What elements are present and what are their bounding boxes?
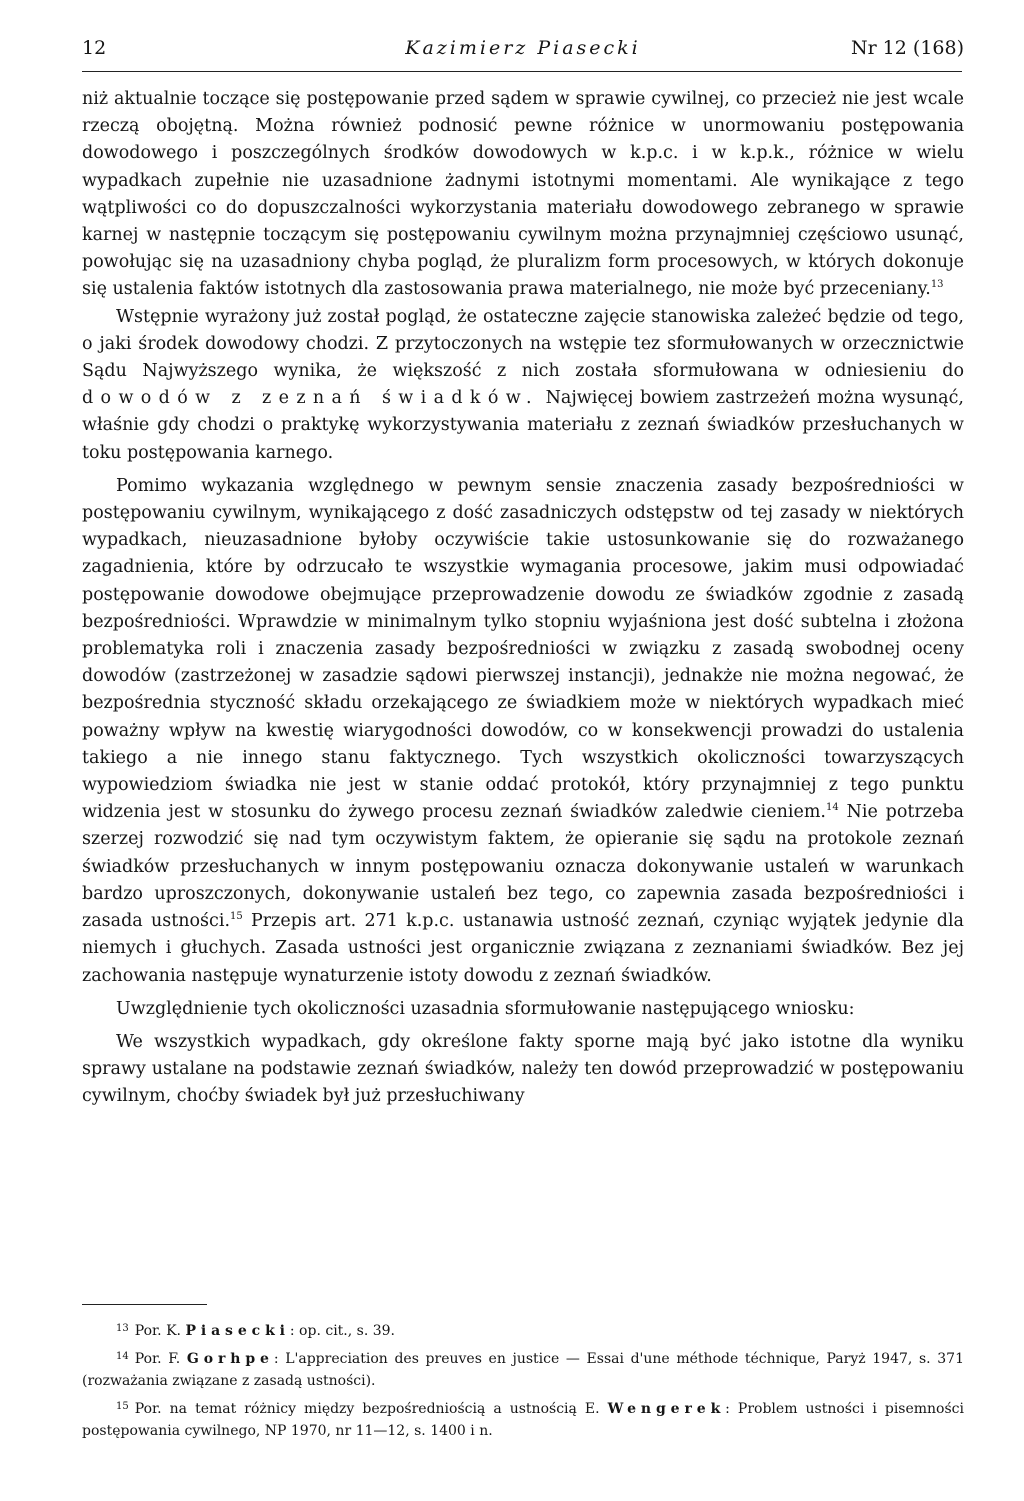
page-number: 12 bbox=[82, 37, 107, 59]
footnote-author: Piasecki bbox=[185, 1323, 290, 1339]
footnote-number: 13 bbox=[116, 1323, 129, 1334]
paragraph-2-text-b: Najwięcej bowiem zastrzeżeń można wysunąć, właśnie gdy chodzi o praktykę wykorzystywania materiału z zeznań świadków przesłuchanych w toku postępowania karnego. bbox=[82, 388, 964, 463]
footnote-text: Por. K. bbox=[134, 1323, 181, 1339]
paragraph-3 bbox=[82, 473, 964, 990]
footnote-text: : Problem ustności i pisemności postępowania cywilnego, NP 1970, nr 11—12, s. 1400 i n. bbox=[82, 1401, 964, 1439]
emphasized-phrase: dowodów z zeznań świadków. bbox=[82, 388, 539, 409]
footnote-text: : L'appreciation des preuves en justice — Essai d'une méthode téchnique, Paryż 1947, s. 371 (rozważania związane z zasadą ustności). bbox=[82, 1351, 964, 1389]
footnote-number: 15 bbox=[116, 1401, 129, 1412]
paragraph-4: Uwzględnienie tych okoliczności uzasadnia sformułowanie następującego wniosku: bbox=[116, 998, 855, 1019]
running-author: Kazimierz Piasecki bbox=[405, 37, 641, 59]
paragraph-3-text-b: Nie potrzeba szerzej rozwodzić się nad tym oczywistym faktem, że opieranie się sądu na protokole zeznań świadków przesłuchanych w innym postępowaniu oznacza dokonywanie ustaleń w warunkach bardzo uproszczonych, dokonywanie ustaleń bez tego, co zapewnia zasada bezpośredniości i zasada ustności. bbox=[82, 802, 964, 932]
paragraph-1 bbox=[82, 86, 964, 304]
issue-number: Nr 12 (168) bbox=[850, 37, 964, 59]
footnote-author: Wengerek bbox=[607, 1401, 726, 1417]
paragraph-3-text-a: Pomimo wykazania względnego w pewnym sensie znaczenia zasady bezpośredniości w postępowaniu cywilnym, wynikającego z dość zasadniczych odstępstw od tej zasady w niektórych wypadkach, nieuzasadnione byłoby oczywiście takie ustosunkowanie się do rozważanego zagadnienia, które by odrzucało te wszystkie wymagania procesowe, jakim musi odpowiadać postępowanie dowodowe obejmujące przeprowadzenie dowodu ze świadków zgodnie z zasadą bezpośredniości. Wprawdzie w minimalnym tylko stopniu wyjaśniona jest dość subtelna i złożona problematyka roli i znaczenia zasady bezpośredniości w związku z zasadą swobodnej oceny dowodów (zastrzeżonej w zasadzie sądowi pierwszej instancji), jednakże nie można negować, że bezpośrednia styczność składu orzekającego ze świadkiem może w niektórych wypadkach mieć poważny wpływ na kwestię wiarygodności dowodów, co w konsekwencji prowadzi do ustalenia takiego a nie innego stanu faktycznego. Tych wszystkich okoliczności towarzyszących wypowiedziom świadka nie jest w stanie oddać protokół, który przynajmniej z tego punktu widzenia jest w stosunku do żywego procesu zeznań świadków zaledwie cieniem. bbox=[82, 475, 964, 823]
footnote-ref-14: 14 bbox=[825, 802, 839, 814]
footnote-14 bbox=[82, 1346, 964, 1392]
paragraph-1-text: niż aktualnie toczące się postępowanie przed sądem w sprawie cywilnej, co przecież nie jest wcale rzeczą obojętną. Można również podnosić pewne różnice w unormowaniu postępowania dowodowego i poszczególnych środków dowodowych w k.p.c. i w k.p.k., różnice w wielu wypadkach zupełnie nie uzasadnione żadnymi istotnymi momentami. Ale wynikające z tego wątpliwości co do dopuszczalności wykorzystania materiału dowodowego zebranego w sprawie karnej w następnie toczącym się postępowaniu cywilnym można przynajmniej częściowo usunąć, powołując się na uzasadniony chyba pogląd, że pluralizm form procesowych, w których dokonuje się ustalenia faktów istotnych dla zastosowania prawa materialnego, nie może być przeceniany. bbox=[82, 89, 964, 300]
footnote-number: 14 bbox=[116, 1351, 129, 1362]
footnote-ref-15: 15 bbox=[230, 911, 243, 923]
footnote-ref-13: 13 bbox=[930, 279, 944, 291]
footnotes bbox=[82, 1318, 964, 1446]
paragraph-5: We wszystkich wypadkach, gdy określone fakty sporne mają być jako istotne dla wyniku sprawy ustalane na podstawie zeznań świadków, należy ten dowód przeprowadzić w postępowaniu cywilnym, choćby świadek był już przesłuchiwany bbox=[82, 1031, 964, 1107]
footnote-15 bbox=[82, 1396, 964, 1442]
footnote-author: Gorhpe bbox=[186, 1351, 274, 1367]
footnote-text: Por. F. bbox=[134, 1351, 181, 1367]
paragraph-2 bbox=[82, 304, 964, 467]
footnote-text: : op. cit., s. 39. bbox=[289, 1323, 395, 1339]
paragraph-3-text-c: Przepis art. 271 k.p.c. ustanawia ustność zeznań, czyniąc wyjątek jedynie dla niemych i głuchych. Zasada ustności jest organicznie związana z zeznaniami świadków. Bez jej zachowania następuje wynaturzenie istoty dowodu z zeznań świadków. bbox=[82, 911, 964, 986]
header-rule bbox=[82, 71, 962, 72]
footnote-rule bbox=[82, 1304, 207, 1305]
footnote-13 bbox=[82, 1318, 964, 1342]
article-body bbox=[82, 86, 964, 1111]
paragraph-2-text-a: Wstępnie wyrażony już został pogląd, że ostateczne zajęcie stanowiska zależeć będzie od tego, o jaki środek dowodowy chodzi. Z przytoczonych na wstępie tez sformułowanych w orzecznictwie Sądu Najwyższego wynika, że większość z nich została sformułowana w odniesieniu do bbox=[82, 306, 964, 382]
footnote-text: Por. na temat różnicy między bezpośredniością a ustnością E. bbox=[134, 1401, 600, 1417]
running-header bbox=[82, 34, 964, 74]
